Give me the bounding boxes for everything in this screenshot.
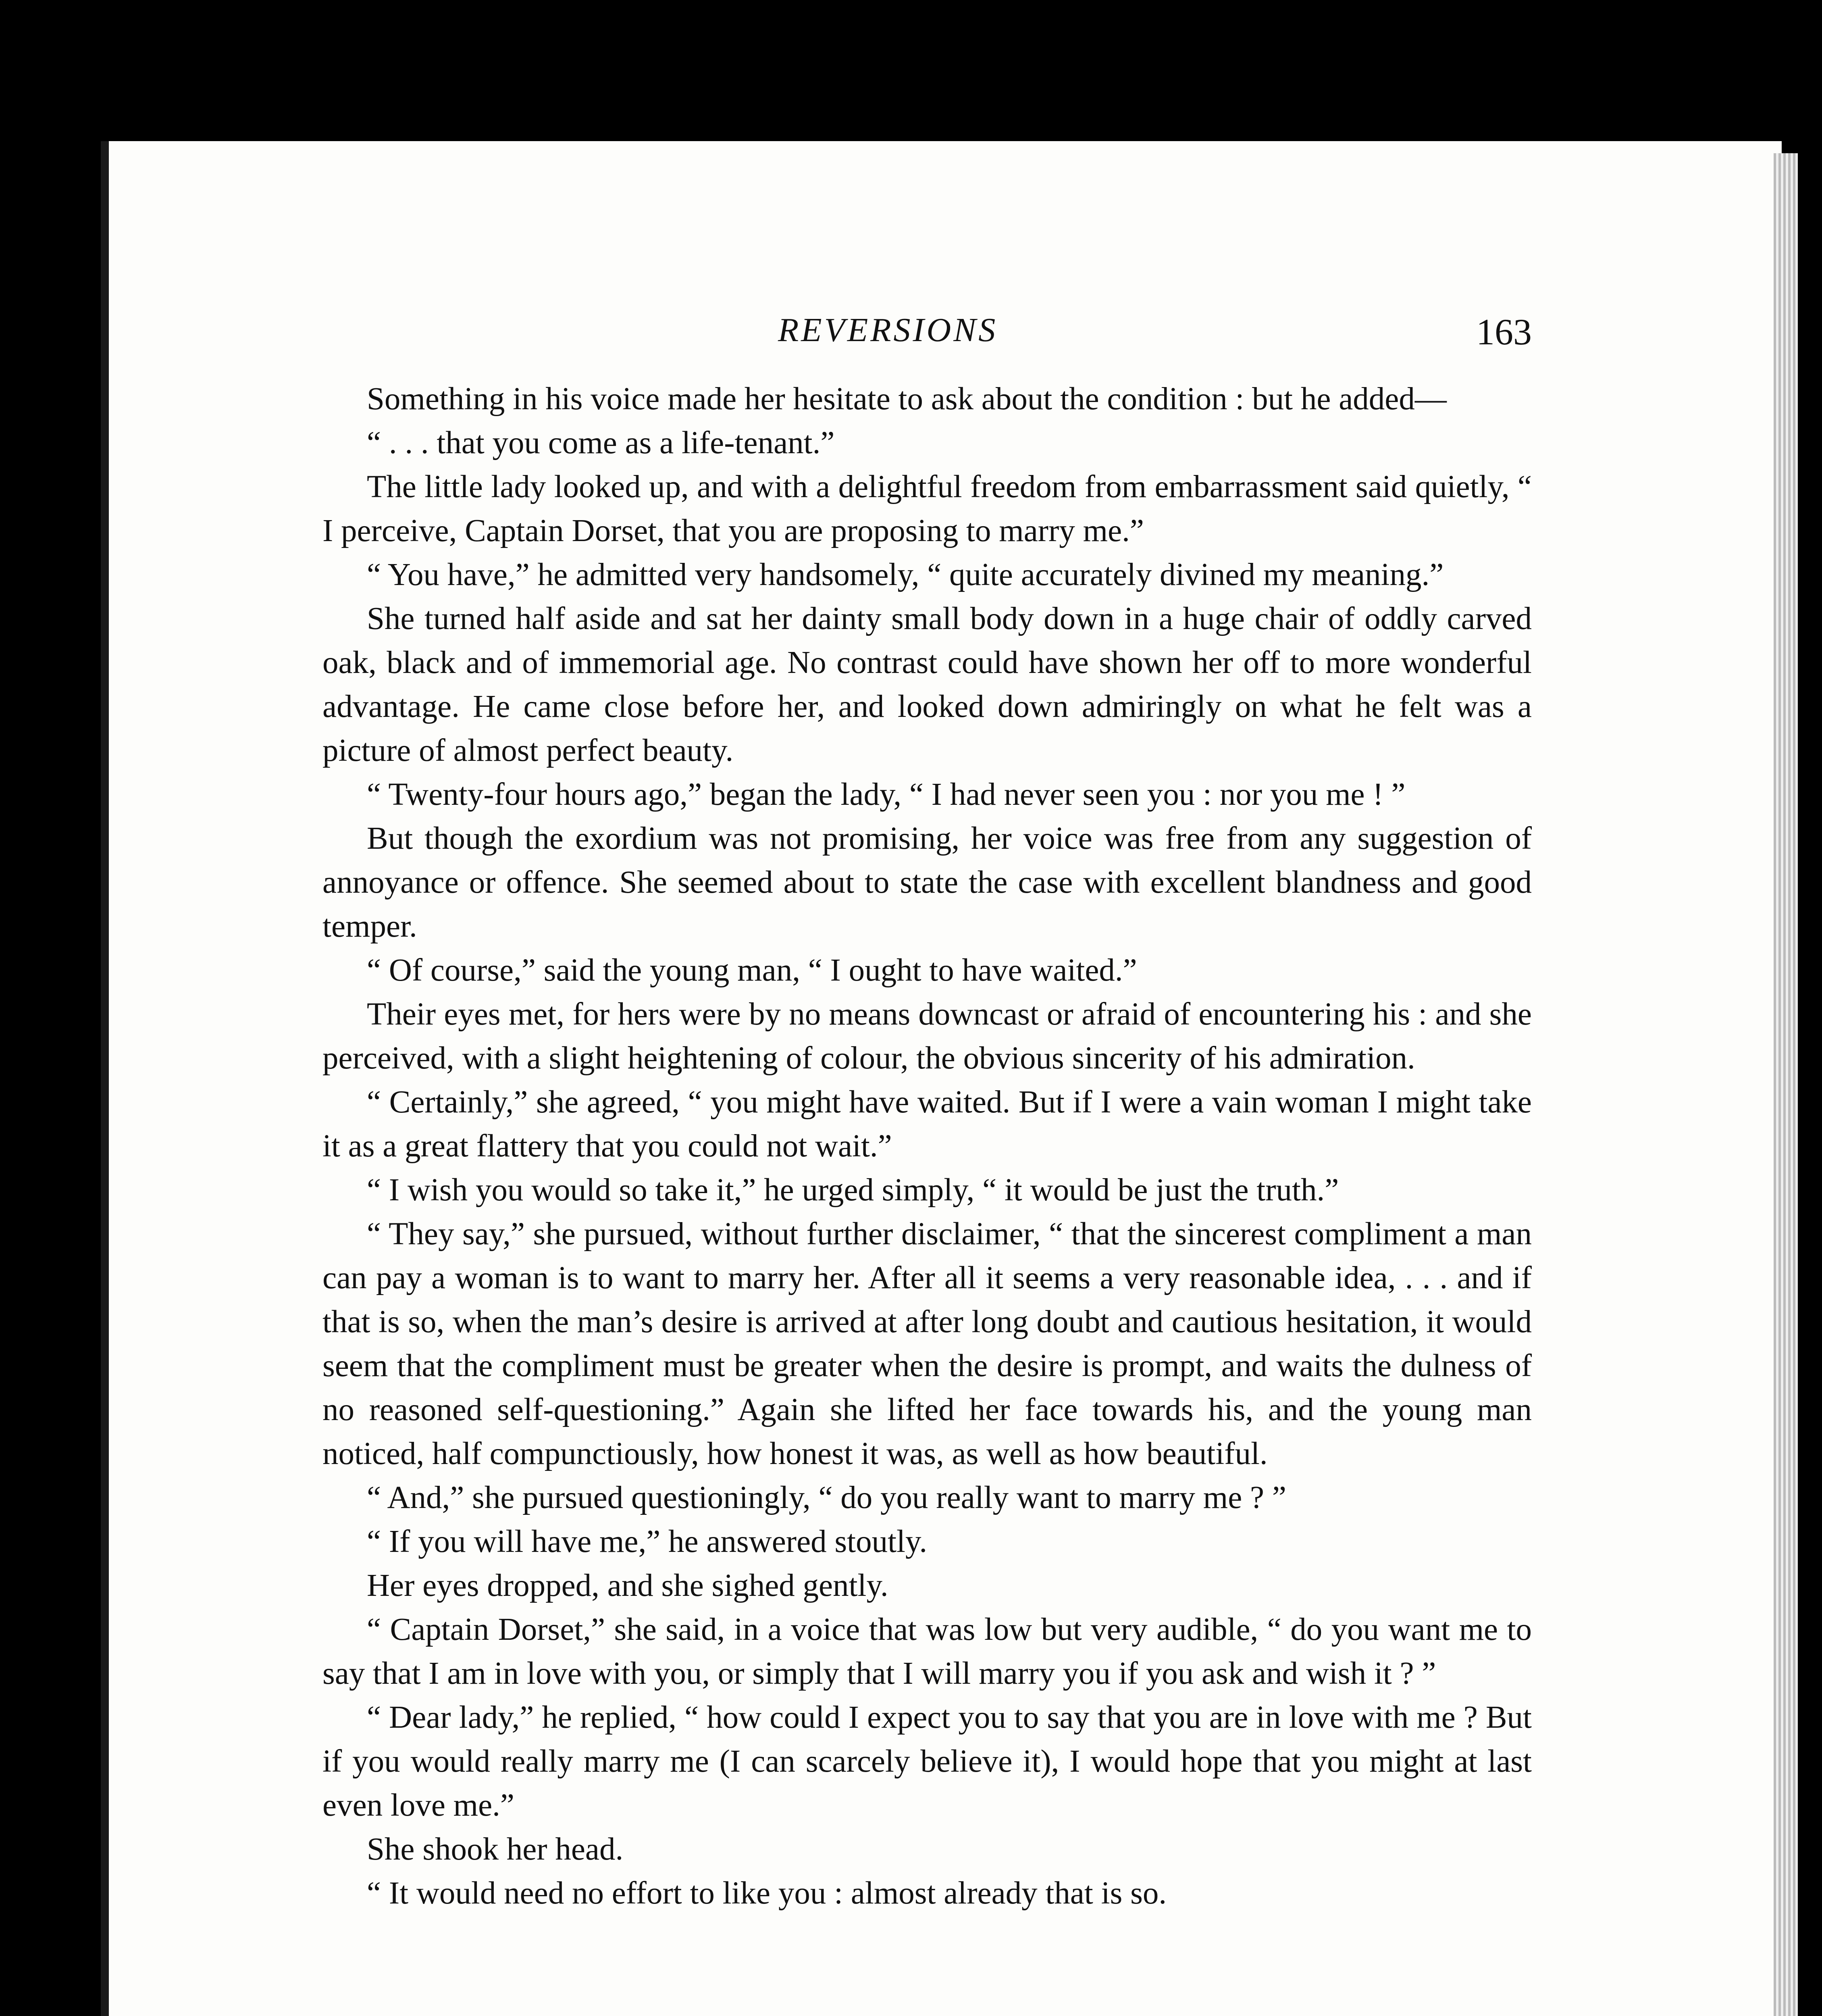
paragraph: “ Captain Dorset,” she said, in a voice that was low but very audible, “ do you want me to say that I am in love with you, or simply that I will marry you if you ask and wish it ? ” [322, 1612, 1532, 1691]
paragraph: She shook her head. [367, 1832, 624, 1867]
paragraph: But though the exordium was not promising, her voice was free from any suggestion of annoyance or offence. She seemed about to state the case with excellent blandness and good temper. [322, 821, 1532, 944]
page-number: 163 [1476, 311, 1532, 352]
paragraph: “ You have,” he admitted very handsomely, “ quite accurately divined my meaning.” [367, 557, 1444, 592]
paragraph: She turned half aside and sat her dainty small body down in a huge chair of oddly carved oak, black and of immemorial age. No contrast could have shown her off to more wonderful advantage. He came close before her, and looked down admiringly on what he felt was a picture of almost perfect beauty. [322, 601, 1532, 768]
paragraph: Her eyes dropped, and she sighed gently. [367, 1568, 888, 1603]
paragraph: “ Dear lady,” he replied, “ how could I expect you to say that you are in love with me ? But if you would really marry me (I can scarcely believe it), I would hope that you might at last even love me.” [322, 1700, 1532, 1823]
paragraph: Something in his voice made her hesitate to ask about the condition : but he added— [367, 381, 1447, 417]
page-header [322, 310, 1532, 359]
paragraph: “ And,” she pursued questioningly, “ do you really want to marry me ? ” [367, 1480, 1286, 1515]
paragraph: The little lady looked up, and with a delightful freedom from embarrassment said quietly, “ I perceive, Captain Dorset, that you are proposing to marry me.” [322, 469, 1532, 548]
body-text [322, 377, 1532, 1915]
paragraph: “ Certainly,” she agreed, “ you might have waited. But if I were a vain woman I might take it as a great flattery that you could not wait.” [322, 1085, 1532, 1164]
paragraph: “ It would need no effort to like you : almost already that is so. [367, 1876, 1167, 1911]
paragraph: “ . . . that you come as a life-tenant.” [367, 425, 835, 460]
paragraph: “ I wish you would so take it,” he urged simply, “ it would be just the truth.” [367, 1173, 1339, 1208]
paragraph: “ If you will have me,” he answered stoutly. [367, 1524, 928, 1559]
paragraph: Their eyes met, for hers were by no means downcast or afraid of encountering his : and she perceived, with a slight heightening of colour, the obvious sincerity of his admiration. [322, 997, 1532, 1076]
running-title: REVERSIONS [778, 311, 998, 349]
paragraph: “ Of course,” said the young man, “ I ought to have waited.” [367, 953, 1137, 988]
paragraph: “ They say,” she pursued, without further disclaimer, “ that the sincerest compliment a man can pay a woman is to want to marry her. After all it seems a very reasonable idea, . . . and if that is so, when the man’s desire is arrived at after long doubt and cautious hesitation, it would seem that the compliment must be greater when the desire is prompt, and waits the dulness of no reasoned self-questioning.” Again she lifted her face towards his, and the young man noticed, half compunctiously, how honest it was, as well as how beautiful. [322, 1216, 1532, 1471]
paragraph: “ Twenty-four hours ago,” began the lady, “ I had never seen you : nor you me ! ” [367, 777, 1406, 812]
page-stack-edge [1774, 153, 1798, 2016]
